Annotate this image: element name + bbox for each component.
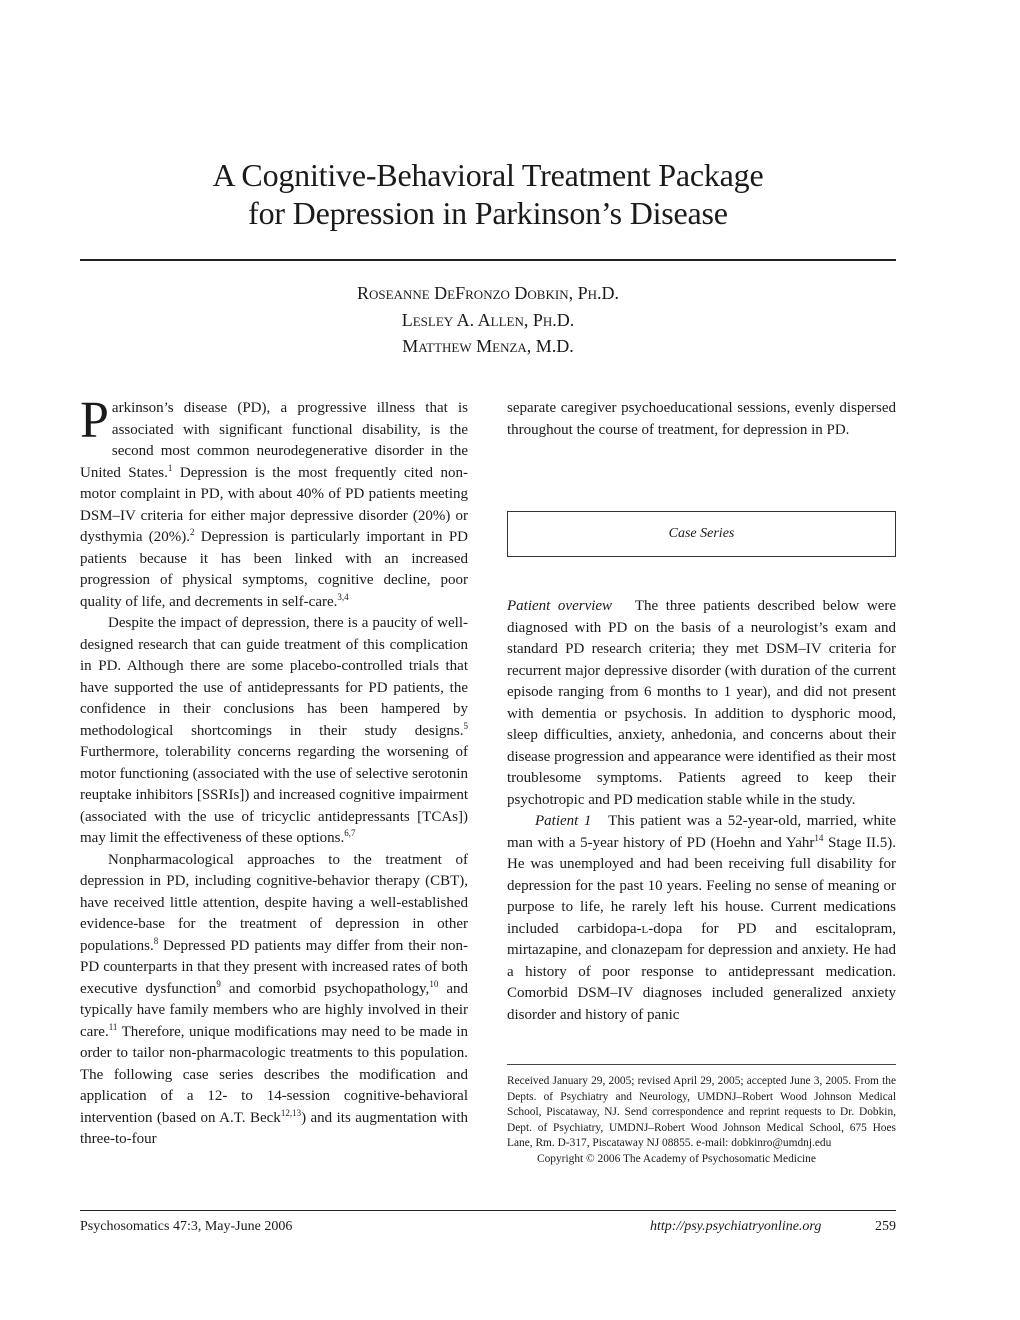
right-column-top (507, 398, 896, 441)
citation: 12,13 (280, 1107, 302, 1118)
citation: 5 (463, 720, 468, 731)
author-list (80, 280, 896, 360)
intro-paragraph-1: Parkinson’s disease (PD), a progressive illness that is associated with significant functional disability, is the second most common neurodegenerative disorder in the United States.$^1$ Depression is the most frequently cited non-motor complaint in PD, with about 40% of PD patients meeting DSM–IV criteria for either major depressive disorder (20%) or dysthymia (20%).$^2$ Depression is particularly important in PD patients because it has been linked with an increased progression of physical symptoms, cognitive decline, poor quality of life, and decrements in self-care.$^{3,4}$ (80, 392, 469, 610)
patient-overview-label: Patient overview (507, 598, 613, 614)
author-3: Matthew Menza, M.D. (402, 336, 574, 356)
patient-overview-paragraph: Patient overview The three patients described below were diagnosed with PD on the basis of a neurologist’s exam and standard PD research criteria; they met DSM–IV criteria for recurrent major depressive disorder (with duration of the current episode ranging from 6 months to 1 year), and did not present with dementia or psychosis. In addition to dysphoric mood, sleep difficulties, anxiety, anhedonia, and concerns about their disease progression and appearance were identified as their most troublesome symptoms. Patients agreed to keep their psychotropic and PD medication stable while in the study. (507, 598, 896, 808)
drop-cap: P (80, 392, 109, 449)
title-line-1: A Cognitive-Behavioral Treatment Package (212, 157, 764, 193)
footnote-received: Received January 29, 2005; revised April 29, 2005; accepted June 3, 2005. From the Depts. of Psychiatry and Neurology, UMDNJ–Robert Wood Johnson Medical School, Piscataway, NJ. Send correspondence and reprint requests to Dr. Dobkin, Dept. of Psychiatry, UMDNJ–Robert Wood Johnson Medical School, 675 Hoes Lane, Rm. D-317, Piscataway NJ 08855. e-mail: dobkinro@umdnj.edu (507, 1075, 896, 1149)
footnote (507, 1074, 896, 1167)
footer-divider (80, 1210, 896, 1211)
author-2: Lesley A. Allen, Ph.D. (401, 309, 575, 330)
citation: 11 (108, 1021, 118, 1032)
intro-paragraph-3-continued: separate caregiver psychoeducational sessions, evenly dispersed throughout the course of treatment, for depression in PD. (507, 400, 896, 438)
footnote-divider (507, 1064, 896, 1065)
right-column-case (507, 596, 896, 1026)
author-1: Roseanne DeFronzo Dobkin, Ph.D. (357, 283, 619, 303)
citation: 3,4 (337, 591, 349, 602)
citation: 6,7 (344, 828, 356, 838)
article-title (80, 156, 896, 232)
citation: 1 (167, 462, 173, 473)
citation: 2 (190, 527, 195, 537)
citation: 10 (429, 978, 439, 989)
patient-1-paragraph: Patient 1 This patient was a 52-year-old, married, white man with a 5-year history of PD (Hoehn and Yahr$^{14}$ Stage II.5). He was unemployed and had been receiving full disability for depression for the past 10 years. Feeling no sense of meaning or purpose to life, he rarely left his house. Current medications included carbidopa-l-dopa for PD and escitalopram, mirtazapine, and clonazepam for depression and anxiety. He had a history of poor response to antidepressant medication. Comorbid DSM–IV diagnoses included generalized anxiety disorder and history of panic (507, 813, 897, 1023)
title-line-2: for Depression in Parkinson’s Disease (248, 195, 728, 231)
citation: 8 (153, 935, 159, 946)
footnote-copyright: Copyright © 2006 The Academy of Psychosomatic Medicine (537, 1152, 816, 1165)
section-heading-case-series: Case Series (507, 511, 896, 557)
citation: 14 (814, 832, 824, 843)
page-number: 259 (875, 1219, 896, 1234)
citation: 9 (216, 978, 221, 989)
intro-paragraph-2: Despite the impact of depression, there is a paucity of well-designed research that can guide treatment of this complication in PD. Although there are some placebo-controlled trials that have supported the use of antidepressants for PD patients, the confidence in their conclusions has been hampered by methodological shortcomings in their study designs.$^5$ Furthermore, tolerability concerns regarding the worsening of motor functioning (associated with the use of selective serotonin reuptake inhibitors [SSRIs]) and increased cognitive impairment (associated with the use of tricyclic antidepressants [TCAs]) may limit the effectiveness of these options.$^{6,7}$ (80, 615, 468, 846)
title-divider (80, 259, 896, 261)
patient-1-label: Patient 1 (535, 813, 592, 829)
journal-url[interactable]: http://psy.psychiatryonline.org (650, 1219, 822, 1234)
left-column (80, 392, 469, 1151)
intro-paragraph-3: Nonpharmacological approaches to the treatment of depression in PD, including cognitive-behavior therapy (CBT), have received little attention, despite having a well-established evidence-base for the treatment of depression in other populations.$^8$ Depressed PD patients may differ from their non-PD counterparts in that they present with increased rates of both executive dysfunction$^9$ and comorbid psychopathology,$^{10}$ and typically have family members who are highly involved in their care.$^{11}$ Therefore, unique modifications may need to be made in order to tailor non-pharmacologic treatments to this population. The following case series describes the modification and application of a 12- to 14-session cognitive-behavioral intervention (based on A.T. Beck$^{12,13}$) and its augmentation with three-to-four (80, 851, 468, 1147)
journal-citation: Psychosomatics 47:3, May-June 2006 (80, 1219, 293, 1234)
